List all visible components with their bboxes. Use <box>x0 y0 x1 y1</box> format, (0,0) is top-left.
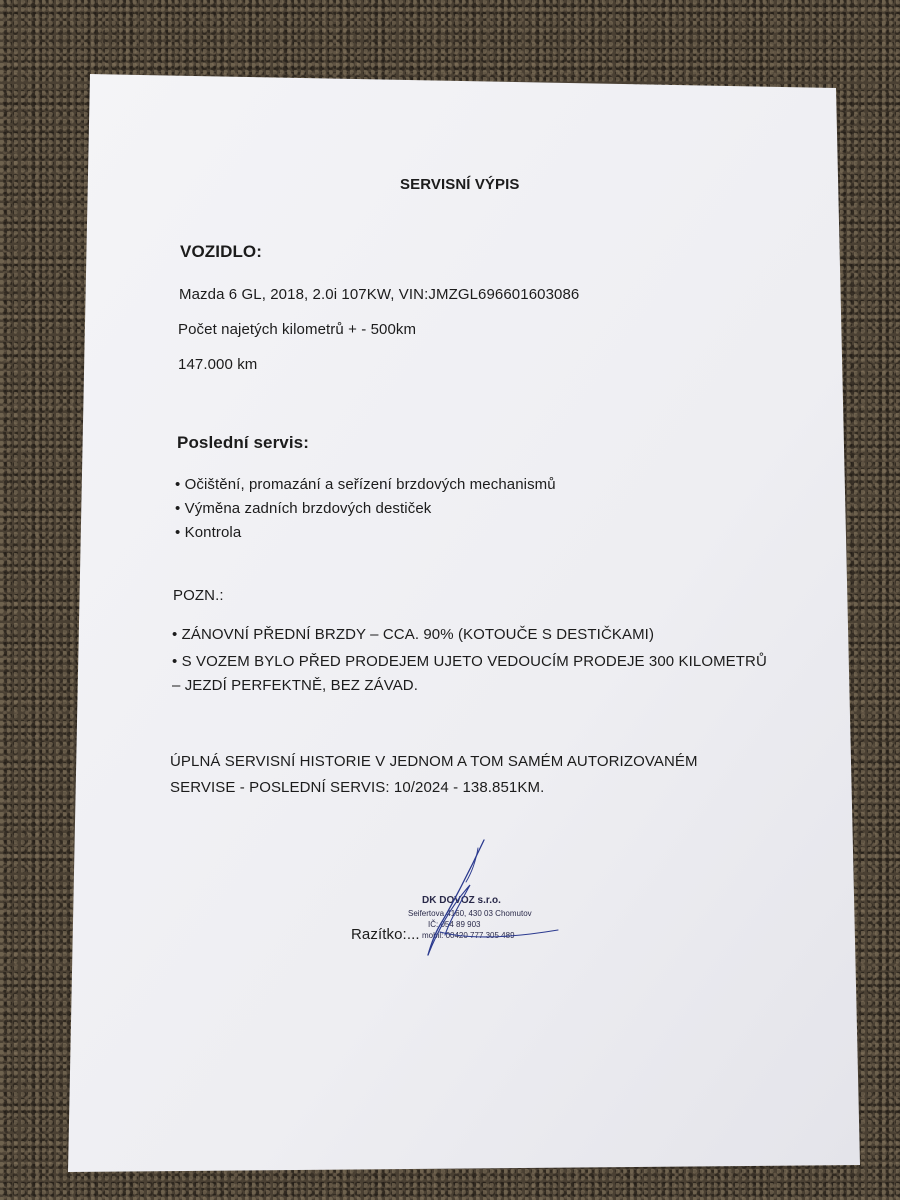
stamp-ic: IČ: 054 89 903 <box>428 920 481 929</box>
list-item: • Očištění, promazání a seřízení brzdových mechanismů <box>175 476 556 493</box>
mileage-note: Počet najetých kilometrů + - 500km <box>178 321 417 338</box>
vehicle-heading: VOZIDLO: <box>180 242 263 261</box>
stamp-address: Seifertova 4160, 430 03 Chomutov <box>408 909 532 918</box>
history-line-2: SERVISE - POSLEDNÍ SERVIS: 10/2024 - 138.851KM. <box>170 779 545 796</box>
history-line-1: ÚPLNÁ SERVISNÍ HISTORIE V JEDNOM A TOM SAMÉM AUTORIZOVANÉM <box>170 753 698 770</box>
list-item: • S VOZEM BYLO PŘED PRODEJEM UJETO VEDOUCÍM PRODEJE 300 KILOMETRŮ <box>172 653 767 670</box>
list-item: – JEZDÍ PERFEKTNĚ, BEZ ZÁVAD. <box>172 677 418 694</box>
mileage-value: 147.000 km <box>178 356 258 373</box>
last-service-heading: Poslední servis: <box>177 433 309 452</box>
document-title: SERVISNÍ VÝPIS <box>400 176 520 193</box>
list-item: • Kontrola <box>175 524 242 541</box>
notes-heading: POZN.: <box>173 587 224 604</box>
stamp-company: DK DOVOZ s.r.o. <box>422 895 501 906</box>
list-item: • Výměna zadních brzdových destiček <box>175 500 432 517</box>
stamp-label: Razítko:... <box>351 926 420 943</box>
stamp-mobile: mobil: 00420 777 305 489 <box>422 931 515 940</box>
list-item: • ZÁNOVNÍ PŘEDNÍ BRZDY – CCA. 90% (KOTOUČE S DESTIČKAMI) <box>172 626 655 643</box>
vehicle-model-line: Mazda 6 GL, 2018, 2.0i 107KW, VIN:JMZGL696601603086 <box>179 286 580 303</box>
